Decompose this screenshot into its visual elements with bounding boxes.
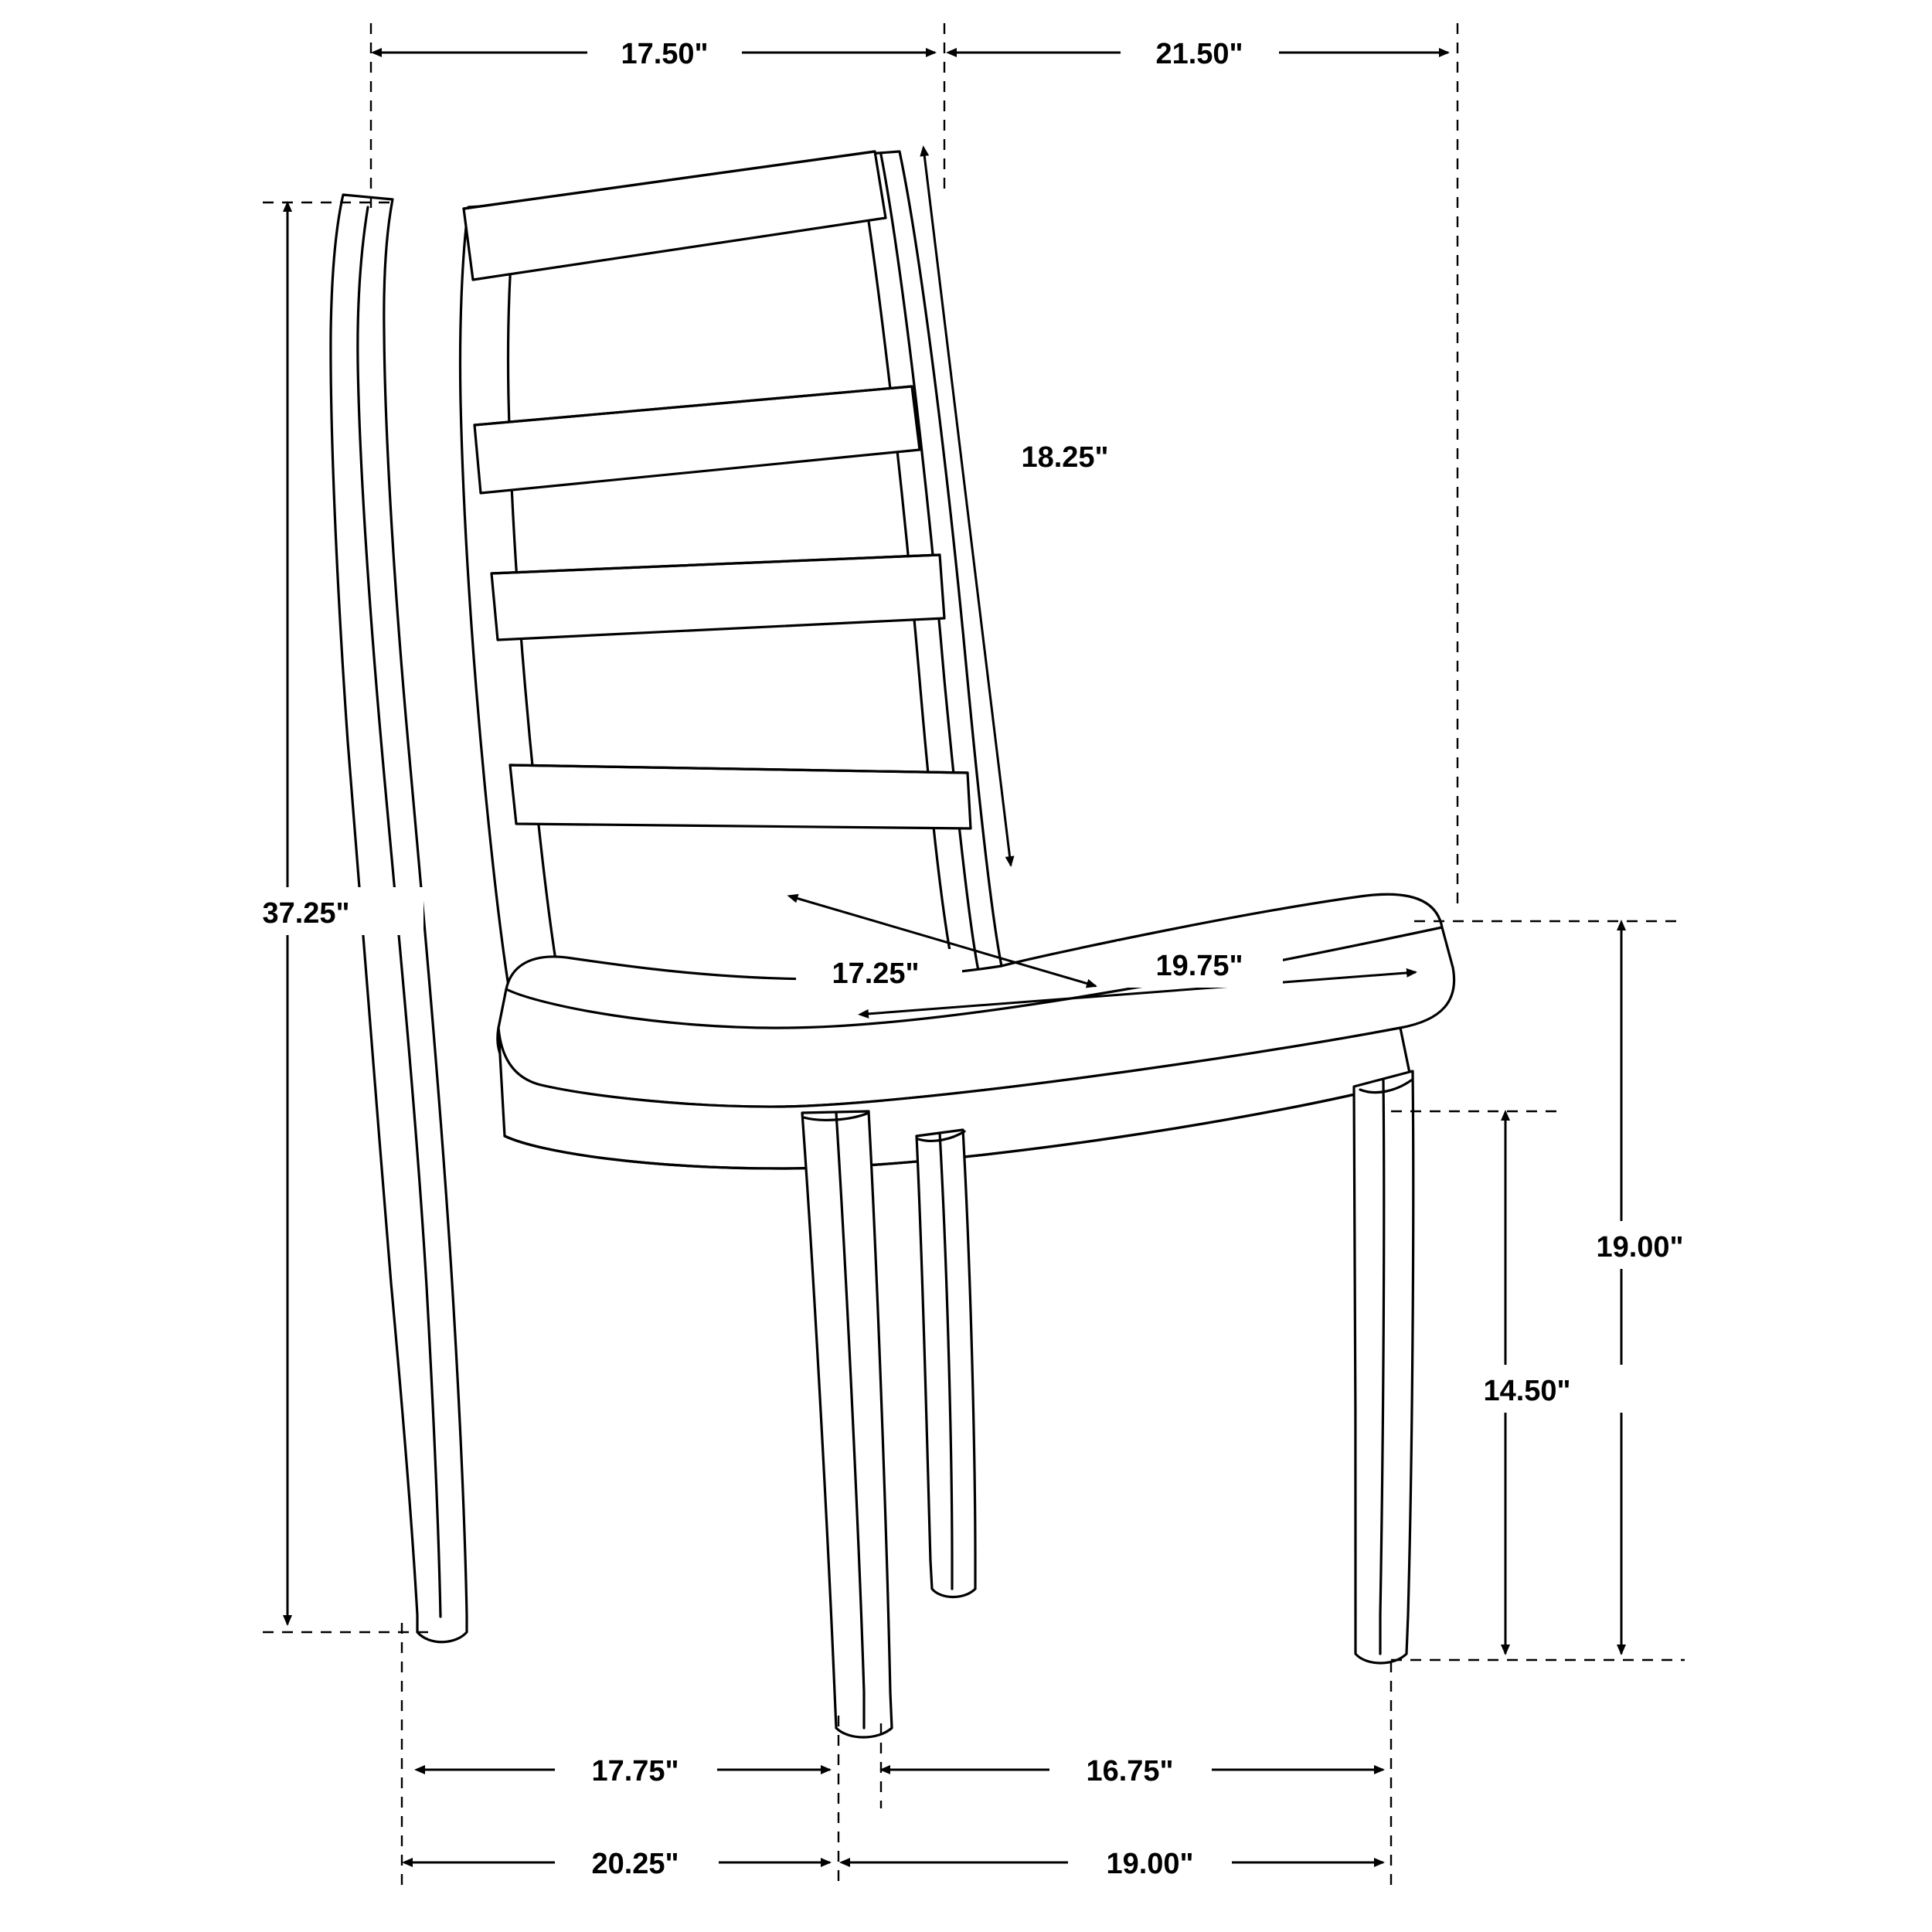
dimension-label-17-75: 17.75" bbox=[591, 1755, 679, 1787]
chair-back-slat-4 bbox=[510, 765, 971, 828]
dimension-seat-height bbox=[1467, 1119, 1645, 1654]
dimension-seat-to-floor bbox=[1583, 929, 1760, 1654]
chair-leg-rear-left bbox=[917, 1130, 975, 1597]
chair-leg-front-left bbox=[802, 1111, 892, 1737]
dimension-label-14-50: 14.50" bbox=[1483, 1375, 1571, 1407]
dimension-leg-span-side bbox=[889, 1747, 1383, 1793]
dimension-base-depth bbox=[411, 1839, 830, 1886]
dimension-leg-span-front bbox=[423, 1747, 830, 1793]
dimension-label-19-00-bottom: 19.00" bbox=[1106, 1848, 1194, 1880]
dimension-label-17-50: 17.50" bbox=[621, 38, 709, 70]
chair-back-slat-1 bbox=[464, 151, 886, 280]
chair-illustration bbox=[331, 151, 1454, 1737]
dimension-label-16-75: 16.75" bbox=[1086, 1755, 1174, 1787]
dimension-label-37-25: 37.25" bbox=[262, 897, 350, 930]
chair-back-slat-3 bbox=[492, 555, 944, 640]
dimension-top-left-width bbox=[380, 31, 935, 76]
dimension-label-19-00-right: 19.00" bbox=[1596, 1231, 1684, 1264]
dimension-label-17-25: 17.25" bbox=[832, 957, 920, 990]
dimension-label-18-25: 18.25" bbox=[1021, 441, 1109, 474]
chair-leg-front-right bbox=[1354, 1071, 1413, 1663]
dimension-label-21-50: 21.50" bbox=[1155, 38, 1243, 70]
chair-back-slat-2 bbox=[474, 386, 920, 493]
dimension-label-19-75: 19.75" bbox=[1155, 950, 1243, 982]
dimension-label-20-25: 20.25" bbox=[591, 1848, 679, 1880]
dimension-base-width bbox=[849, 1839, 1383, 1886]
dimension-top-right-width bbox=[955, 31, 1448, 76]
